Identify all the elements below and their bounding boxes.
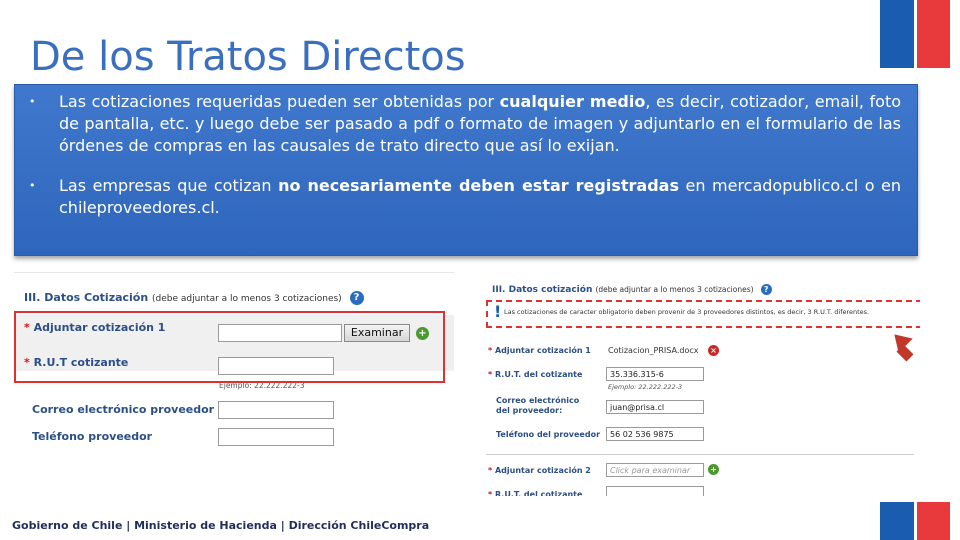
- quote1-phone-input[interactable]: 56 02 536 9875: [606, 427, 704, 441]
- quote2-attach-label: [488, 466, 591, 476]
- bullet-text: Las empresas que cotizan: [59, 176, 279, 195]
- phone-input[interactable]: [218, 428, 334, 446]
- quote-separator: [486, 454, 914, 455]
- bullet-box: [14, 84, 918, 256]
- bullet-emphasis: no necesariamente deben estar registradas: [278, 176, 679, 195]
- bullet-dot: •: [29, 179, 36, 192]
- highlight-frame: [14, 311, 445, 383]
- rut-label-text: R.U.T. del cotizante: [494, 370, 583, 379]
- attach-label-text: Adjuntar cotización 2: [494, 466, 591, 475]
- help-icon[interactable]: ?: [350, 291, 364, 305]
- bullet-text: Las cotizaciones requeridas pueden ser obtenidas por: [59, 92, 500, 111]
- quote2-rut-input[interactable]: [606, 486, 704, 496]
- right-section-title: [492, 284, 772, 295]
- section-title-text: III. Datos cotización: [492, 285, 593, 295]
- left-form-screenshot: [14, 272, 454, 452]
- bullet-dot: •: [29, 95, 36, 108]
- bullet-emphasis: cualquier medio: [499, 92, 646, 111]
- attach-label-text: Adjuntar cotización 1: [33, 321, 166, 334]
- quote2-attach-input[interactable]: Click para examinar: [606, 463, 704, 477]
- email-field-label: Correo electrónico proveedor: [32, 403, 215, 416]
- footer-text: Gobierno de Chile | Ministerio de Hacienda | Dirección ChileCompra: [12, 519, 430, 532]
- quote1-rut-label: [488, 370, 582, 380]
- section-subtitle: (debe adjuntar a lo menos 3 cotizaciones): [595, 285, 754, 294]
- bullet-text: , es decir, cotizador, email, foto de pantalla, etc. y luego debe ser pasado a pdf o formato de imagen y adjuntarlo en el formulario de las órdenes de compras en las causales de trato directo que así lo exijan.: [59, 92, 902, 155]
- email-label-line2: del proveedor:: [496, 406, 563, 415]
- bullet-item-2: [27, 175, 901, 219]
- quote2-rut-label: [488, 490, 582, 496]
- attach-label-text: Adjuntar cotización 1: [494, 346, 591, 355]
- required-marker: *: [24, 356, 30, 369]
- required-marker: *: [488, 370, 493, 379]
- flag-top-decoration: [880, 0, 950, 68]
- warning-note: Las cotizaciones de caracter obligatorio deben provenir de 3 proveedores distintos, es decir, 3 R.U.T. diferentes.: [504, 308, 870, 316]
- flag-bottom-decoration: [880, 502, 950, 540]
- required-marker: *: [488, 346, 493, 355]
- add-attachment-icon[interactable]: +: [416, 327, 429, 340]
- bullet-item-1: [27, 91, 901, 157]
- email-label-line1: Correo electrónico: [496, 396, 580, 405]
- section-subtitle: (debe adjuntar a lo menos 3 cotizaciones): [152, 294, 342, 304]
- right-form-screenshot: [482, 272, 920, 496]
- required-marker: *: [24, 321, 30, 334]
- delete-file-icon[interactable]: ×: [708, 345, 719, 356]
- required-marker: *: [488, 466, 493, 475]
- help-icon[interactable]: ?: [761, 284, 772, 295]
- rut-example: Ejemplo: 22.222.222-3: [219, 381, 305, 390]
- browse-button[interactable]: Examinar: [344, 324, 410, 342]
- left-section-title: [24, 291, 364, 305]
- bullet-text: en mercadopublico.cl o en chileproveedores.cl.: [59, 176, 902, 217]
- rut-label-text: R.U.T. del cotizante: [494, 490, 583, 496]
- quote1-attach-label: [488, 346, 591, 356]
- rut-label-text: R.U.T cotizante: [33, 356, 129, 369]
- warning-icon: !: [494, 302, 502, 321]
- required-marker: *: [488, 490, 493, 496]
- quote1-rut-input[interactable]: 35.336.315-6: [606, 367, 704, 381]
- quote1-phone-label: Teléfono del proveedor: [496, 430, 601, 439]
- quote1-email-input[interactable]: juan@prisa.cl: [606, 400, 704, 414]
- email-input[interactable]: [218, 401, 334, 419]
- quote1-file-name[interactable]: Cotizacion_PRISA.docx: [608, 346, 699, 355]
- quote1-rut-example: Ejemplo: 22.222.222-3: [608, 383, 683, 391]
- add-attachment-icon[interactable]: +: [708, 464, 719, 475]
- phone-field-label: Teléfono proveedor: [32, 430, 153, 443]
- slide-title: De los Tratos Directos: [30, 34, 466, 80]
- section-title-text: III. Datos Cotización: [24, 291, 149, 304]
- quote1-email-label: [496, 396, 579, 416]
